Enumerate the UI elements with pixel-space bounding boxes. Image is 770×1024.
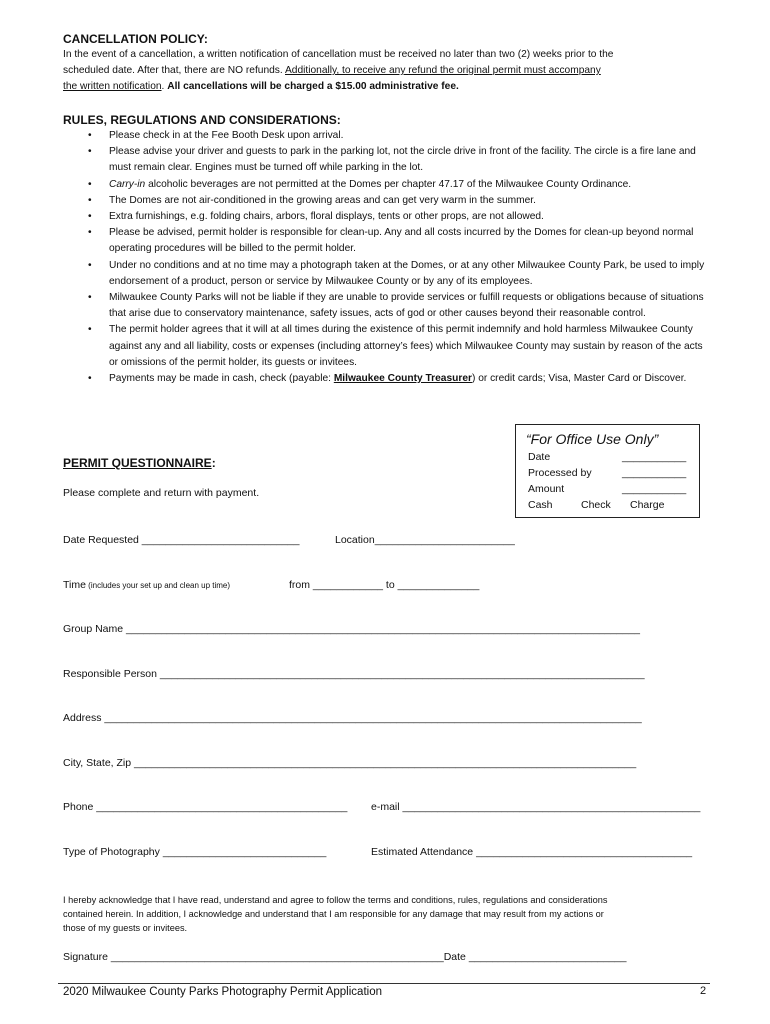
email-field[interactable]: e-mail ___________________________________________________ [371, 801, 701, 813]
cancellation-heading: CANCELLATION POLICY: [63, 32, 208, 46]
signature-date-field[interactable]: Signature _________________________________________________________Date ___________________________ [63, 951, 627, 963]
rules-heading: RULES, REGULATIONS AND CONSIDERATIONS: [63, 113, 341, 127]
office-amount-row: Amount ___________ [528, 483, 687, 495]
cancellation-line-2: scheduled date. After that, there are NO refunds. Additionally, to receive any refund the original permit must accompany [63, 65, 601, 76]
office-date-row: Date ___________ [528, 451, 687, 463]
date-requested-field[interactable]: Date Requested ___________________________ [63, 534, 300, 546]
photography-type-field[interactable]: Type of Photography ____________________________ [63, 846, 327, 858]
from-to-field[interactable]: from ____________ to ______________ [289, 579, 480, 591]
estimated-attendance-field[interactable]: Estimated Attendance _____________________________________ [371, 846, 693, 858]
responsible-person-field[interactable]: Responsible Person ___________________________________________________________________________________ [63, 668, 645, 680]
rule-item: • The Domes are not air-conditioned in the growing areas and can get very warm in the summer. [88, 194, 536, 206]
rule-item-payment: • Payments may be made in cash, check (payable: Milwaukee County Treasurer) or credit cards; Visa, Master Card or Discover. [88, 373, 687, 385]
office-use-box [515, 424, 700, 518]
cancellation-text [63, 47, 613, 95]
city-state-zip-field[interactable]: City, State, Zip ______________________________________________________________________________________ [63, 757, 637, 769]
cancellation-line-3: the written notification. All cancellations will be charged a $15.00 administrative fee. [63, 81, 459, 92]
rule-item: • Please advise your driver and guests to park in the parking lot, not the circle drive in front of the facility. The circle is a fire lane and must remain clear. Engines must be turned off while parking in the lot. [88, 146, 696, 174]
rule-item: • The permit holder agrees that it will at all times during the existence of this permit indemnify and hold harmless Milwaukee County against any and all liability, costs or expenses (including attorney’s fees) which Milwaukee County may sustain by reason of the acts or omissions of the permit holder, its guests or invitees. [88, 324, 703, 368]
acknowledgement-text [63, 893, 607, 935]
group-name-field[interactable]: Group Name ________________________________________________________________________________________ [63, 623, 640, 635]
acknowledgement-line-1: I hereby acknowledge that I have read, understand and agree to follow the terms and conditions, rules, regulations and considerations [63, 895, 608, 905]
footer-divider [58, 983, 710, 984]
rule-item: • Please check in at the Fee Booth Desk upon arrival. [88, 130, 344, 141]
rule-item: • Carry-in alcoholic beverages are not permitted at the Domes per chapter 47.17 of the Milwaukee County Ordinance. [88, 178, 632, 190]
rule-item: • Extra furnishings, e.g. folding chairs, arbors, floral displays, tents or other props, are not allowed. [88, 211, 544, 223]
address-field[interactable]: Address ____________________________________________________________________________________________ [63, 712, 642, 724]
acknowledgement-line-2: contained herein. In addition, I acknowledge and understand that I am responsible for any damage that may result from my actions or [63, 909, 604, 919]
rule-item: • Milwaukee County Parks will not be liable if they are unable to provide services or fulfill requests or obligations because of situations that arise due to conservatory maintenance, safety issues, acts of god or other causes beyond their reasonable control. [88, 292, 704, 320]
questionnaire-instruction: Please complete and return with payment. [63, 487, 260, 499]
acknowledgement-line-3: those of my guests or invitees. [63, 923, 188, 933]
rules-list [64, 128, 714, 387]
location-field[interactable]: Location________________________ [335, 534, 515, 546]
page-number: 2 [700, 985, 707, 997]
phone-field[interactable]: Phone ___________________________________________ [63, 801, 348, 813]
office-use-title: “For Office Use Only” [526, 431, 659, 447]
office-payment-row: Cash Check Charge [528, 499, 665, 511]
rule-item: • Please be advised, permit holder is responsible for clean-up. Any and all costs incurred by the Domes for clean-up beyond normal operating procedures will be billed to the permit holder. [88, 227, 694, 255]
rule-item: • Under no conditions and at no time may a photograph taken at the Domes, or at any other Milwaukee County Park, be used to imply endorsement of a product, person or service by Milwaukee County or by any of its employees. [88, 259, 705, 287]
time-field[interactable]: Time (includes your set up and clean up time) [63, 579, 231, 591]
footer-title: 2020 Milwaukee County Parks Photography Permit Application [63, 986, 382, 998]
office-processed-row: Processed by ___________ [528, 467, 687, 479]
questionnaire-heading: PERMIT QUESTIONNAIRE: [63, 456, 216, 470]
cancellation-line-1: In the event of a cancellation, a written notification of cancellation must be received no later than two (2) weeks prior to the [63, 49, 614, 60]
